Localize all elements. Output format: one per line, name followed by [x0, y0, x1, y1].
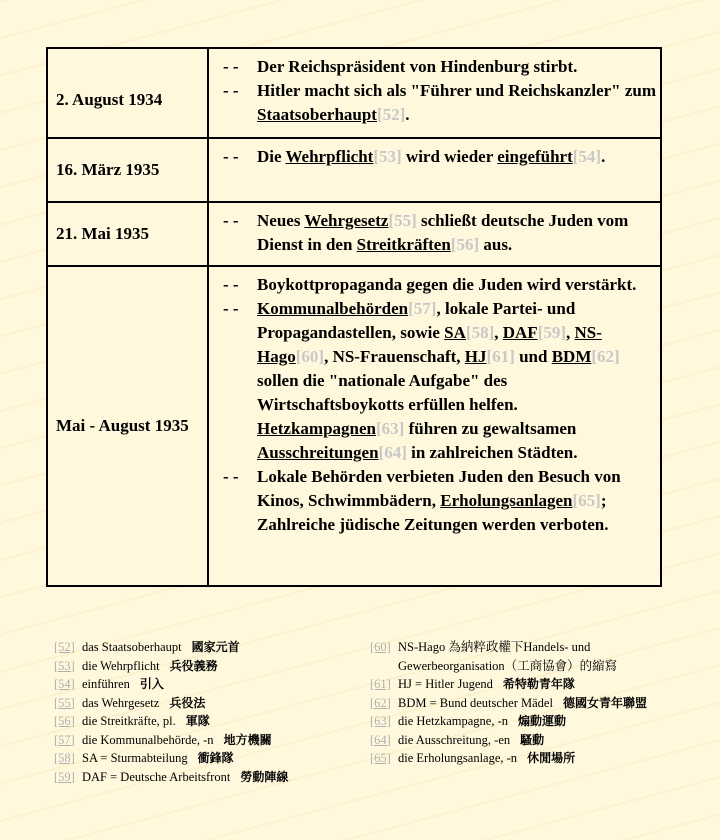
footnote-ref-link[interactable]: [63]	[376, 419, 405, 438]
glossary-term[interactable]: SA	[444, 323, 466, 342]
footnote-number-link[interactable]: [62]	[370, 695, 391, 710]
footnote-text	[398, 675, 670, 694]
event-text	[257, 145, 656, 169]
event-text-fragment: führen zu gewaltsamen	[404, 419, 577, 438]
footnote-term: HJ = Hitler Jugend	[398, 677, 493, 691]
footnote-ref-link[interactable]: [59]	[537, 323, 567, 342]
footnote-text	[82, 768, 364, 787]
footnote-text	[398, 694, 670, 713]
event-text-fragment: Lokale Behörden verbieten Juden den Besuch von Kinos, Schwimmbädern,	[257, 467, 621, 510]
event-text-fragment: aus.	[479, 235, 513, 254]
timeline-events	[209, 267, 660, 585]
footnote-number-link[interactable]: [60]	[370, 640, 391, 654]
footnote-ref-link[interactable]: [61]	[486, 347, 515, 366]
timeline-event	[223, 145, 656, 169]
glossary-term[interactable]: HJ	[464, 347, 487, 366]
event-text-fragment: Hitler macht sich als "Führer und Reichskanzler" zum	[257, 81, 657, 100]
footnote	[54, 712, 364, 731]
footnote-ref-link[interactable]: [60]	[295, 347, 325, 366]
footnote	[370, 712, 670, 731]
timeline-row	[48, 139, 660, 203]
glossary-term[interactable]: BDM	[551, 347, 592, 366]
event-text-fragment: Boykottpropaganda gegen die Juden wird verstärkt.	[257, 275, 637, 294]
footnote-number-link[interactable]: [55]	[54, 695, 75, 710]
footnote-text	[82, 749, 364, 768]
glossary-term[interactable]: Erholungsanlagen	[440, 491, 573, 510]
glossary-term[interactable]: DAF	[502, 323, 538, 342]
glossary-term[interactable]: Wehrpflicht	[285, 147, 374, 166]
footnote-translation: 勞動陣線	[240, 769, 289, 784]
footnote-text	[398, 638, 670, 675]
footnote-term: die Hetzkampagne, -n	[398, 714, 509, 728]
timeline-event	[223, 55, 656, 79]
footnote-translation: 軍隊	[185, 714, 210, 728]
glossary-term[interactable]: Ausschreitungen	[257, 443, 379, 462]
footnote-text	[82, 657, 364, 676]
event-text-fragment: Neues	[257, 211, 305, 230]
footnote	[54, 675, 364, 694]
footnote-translation: 兵役義務	[169, 658, 218, 673]
event-text-fragment: Die	[257, 147, 286, 166]
event-dash: - -	[223, 147, 239, 166]
event-dash: - -	[223, 275, 239, 294]
footnote-number-link[interactable]: [52]	[54, 640, 75, 654]
timeline-events	[209, 139, 660, 201]
footnote-number-link[interactable]: [54]	[54, 677, 75, 691]
timeline-events	[209, 49, 660, 137]
glossary-term[interactable]: Hetzkampagnen	[257, 419, 376, 438]
event-text-fragment: Der Reichspräsident von Hindenburg stirbt.	[257, 57, 578, 76]
footnote-text	[82, 675, 364, 694]
glossary-term[interactable]: eingeführt	[497, 147, 573, 166]
footnote-number-link[interactable]: [63]	[370, 714, 391, 728]
timeline-row	[48, 203, 660, 267]
footnote	[54, 694, 364, 713]
event-dash: - -	[223, 467, 239, 486]
footnote-term: das Staatsoberhaupt	[82, 640, 182, 654]
timeline-event	[223, 297, 656, 465]
event-text-fragment: ; Zahlreiche jüdische Zeitungen werden verboten.	[257, 491, 609, 534]
event-dash: - -	[223, 81, 239, 100]
footnote	[54, 731, 364, 750]
event-text-fragment: , lokale Partei- und Propagandastellen, sowie	[257, 299, 576, 342]
footnote-term: die Kommunalbehörde, -n	[82, 732, 214, 747]
footnote-ref-link[interactable]: [62]	[591, 347, 620, 366]
event-text-fragment: , NS-Frauenschaft,	[324, 347, 465, 366]
footnote-ref-link[interactable]: [53]	[373, 147, 402, 166]
event-dash: - -	[223, 299, 239, 318]
footnote-term: DAF = Deutsche Arbeitsfront	[82, 769, 231, 784]
footnote-term: die Streitkräfte, pl.	[82, 714, 176, 728]
footnote-term: die Erholungsanlage, -n	[398, 751, 518, 765]
footnote-term: BDM = Bund deutscher Mädel	[398, 695, 553, 710]
footnote-translation: 國家元首	[191, 640, 240, 654]
footnote-translation: 騷動	[520, 732, 545, 747]
event-text	[257, 79, 656, 127]
footnote-term: das Wehrgesetz	[82, 695, 160, 710]
event-text	[257, 465, 656, 537]
timeline-date: 16. März 1935	[48, 139, 209, 201]
footnote-ref-link[interactable]: [64]	[378, 443, 407, 462]
footnote-number-link[interactable]: [64]	[370, 732, 391, 747]
event-text	[257, 273, 656, 297]
footnote	[370, 731, 670, 750]
footnotes	[54, 638, 680, 786]
footnote	[54, 768, 364, 787]
timeline-table	[46, 47, 662, 587]
event-text-fragment: ,	[494, 323, 503, 342]
footnote-text	[82, 638, 364, 657]
timeline-event	[223, 465, 656, 537]
footnote-number-link[interactable]: [61]	[370, 677, 391, 691]
timeline-date: Mai - August 1935	[48, 267, 209, 585]
event-dash: - -	[223, 211, 239, 230]
footnote-translation: 引入	[139, 677, 164, 691]
footnote-text	[398, 731, 670, 750]
glossary-term[interactable]: Staatsoberhaupt	[257, 105, 377, 124]
timeline-date: 21. Mai 1935	[48, 203, 209, 265]
footnote-ref-link[interactable]: [52]	[376, 105, 406, 124]
event-text-fragment: .	[601, 147, 606, 166]
footnote	[54, 749, 364, 768]
timeline-event	[223, 209, 656, 257]
event-text-fragment: und	[514, 347, 552, 366]
footnote-translation: 休閒場所	[527, 751, 576, 765]
event-dash: - -	[223, 57, 239, 76]
event-text	[257, 297, 656, 465]
footnote-ref-link[interactable]: [54]	[572, 147, 602, 166]
footnote	[370, 675, 670, 694]
footnote-text	[398, 749, 670, 768]
footnote	[370, 694, 670, 713]
footnote-translation: 德國女青年聯盟	[562, 695, 647, 710]
event-text-fragment: sollen die "nationale Aufgabe" des Wirtschaftsboykotts erfüllen helfen.	[257, 371, 518, 414]
footnote-translation: 兵役法	[169, 695, 206, 710]
footnotes-left-column	[54, 638, 364, 786]
footnote-text	[82, 712, 364, 731]
footnote-text	[82, 694, 364, 713]
glossary-term[interactable]: NS-Hago	[257, 323, 602, 366]
footnote-translation: 地方機關	[223, 732, 272, 747]
event-text-fragment: in zahlreichen Städten.	[406, 443, 578, 462]
glossary-term[interactable]: Wehrgesetz	[304, 211, 389, 230]
footnote-translation: 衝鋒隊	[197, 751, 234, 765]
timeline-date: 2. August 1934	[48, 49, 209, 137]
event-text-fragment: ,	[566, 323, 575, 342]
footnote	[370, 749, 670, 768]
footnote-term: einführen	[82, 677, 130, 691]
footnote-text	[398, 712, 670, 731]
event-text-fragment: .	[405, 105, 410, 124]
footnote-translation: 煽動運動	[518, 714, 567, 728]
footnote-term: SA = Sturmabteilung	[82, 751, 188, 765]
timeline-events	[209, 203, 660, 265]
footnote-ref-link[interactable]: [56]	[450, 235, 480, 254]
timeline-row	[48, 267, 660, 585]
timeline-row	[48, 49, 660, 139]
timeline-event	[223, 79, 656, 127]
footnote-number-link[interactable]: [56]	[54, 714, 75, 728]
footnote-translation: 希特勒青年隊	[502, 677, 575, 691]
footnotes-right-column	[370, 638, 670, 786]
event-text	[257, 209, 656, 257]
footnote	[370, 638, 670, 675]
footnote-number-link[interactable]: [59]	[54, 769, 75, 784]
event-text	[257, 55, 656, 79]
footnote	[54, 638, 364, 657]
footnote-term: NS-Hago 為納粹政權下Handels- und Gewerbeorganisation（工商協會）的縮寫	[398, 640, 618, 673]
glossary-term[interactable]: Streitkräften	[356, 235, 451, 254]
footnote-number-link[interactable]: [57]	[54, 732, 75, 747]
footnote-number-link[interactable]: [58]	[54, 751, 75, 765]
footnote-ref-link[interactable]: [55]	[388, 211, 417, 230]
event-text-fragment: schließt deutsche Juden vom Dienst in den	[257, 211, 629, 254]
footnote-term: die Ausschreitung, -en	[398, 732, 511, 747]
glossary-term[interactable]: Kommunalbehörden	[257, 299, 409, 318]
footnote-ref-link[interactable]: [65]	[572, 491, 601, 510]
footnote-text	[82, 731, 364, 750]
footnote	[54, 657, 364, 676]
footnote-term: die Wehrpflicht	[82, 658, 160, 673]
footnote-ref-link[interactable]: [58]	[465, 323, 495, 342]
timeline-event	[223, 273, 656, 297]
footnote-number-link[interactable]: [53]	[54, 658, 75, 673]
event-text-fragment: wird wieder	[401, 147, 498, 166]
footnote-ref-link[interactable]: [57]	[408, 299, 437, 318]
footnote-number-link[interactable]: [65]	[370, 751, 391, 765]
